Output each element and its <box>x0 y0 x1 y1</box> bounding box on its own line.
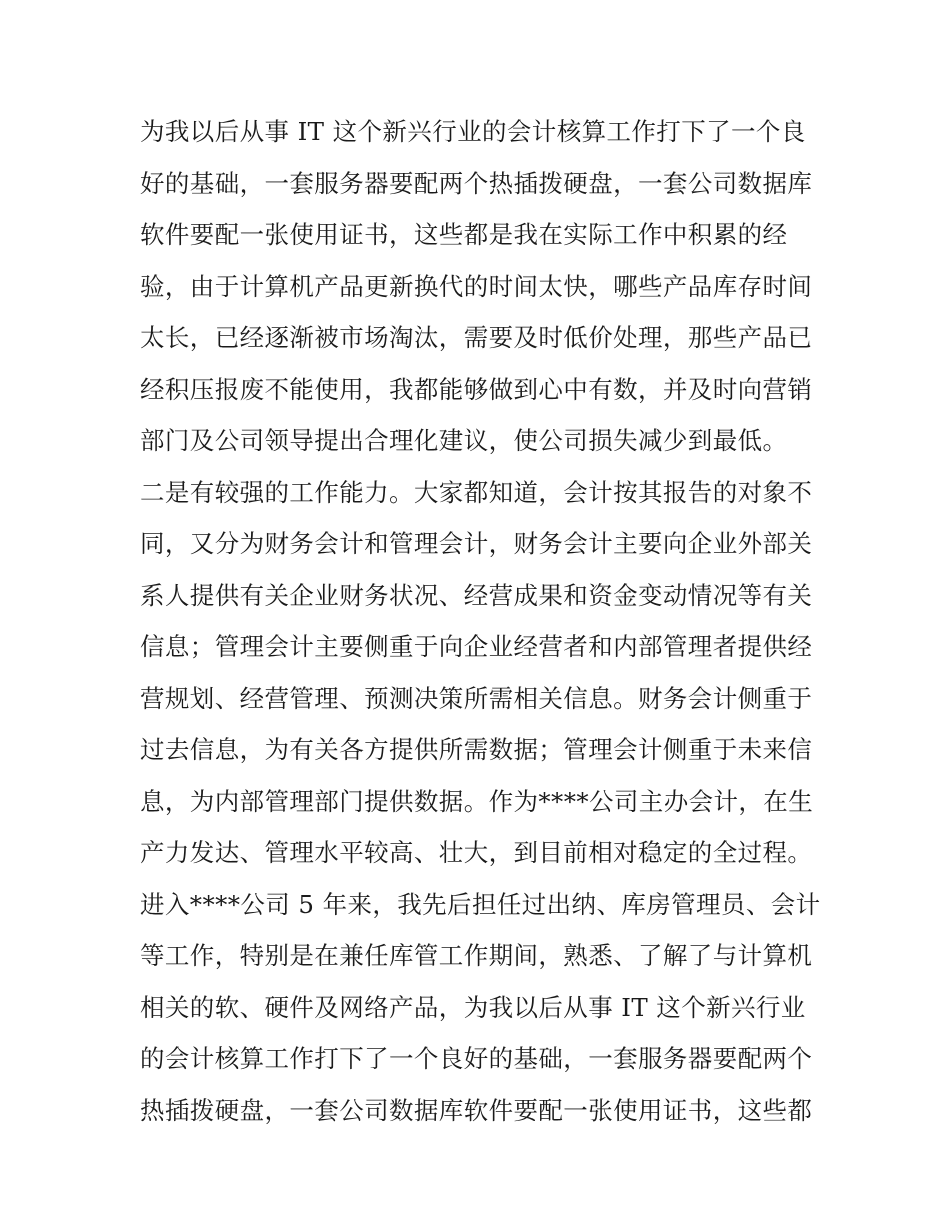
text-line: 等工作，特别是在兼任库管工作期间，熟悉、了解了与计算机 <box>140 941 813 970</box>
text-line: 为我以后从事 IT 这个新兴行业的会计核算工作打下了一个良 <box>140 117 806 146</box>
text-line: 同，又分为财务会计和管理会计，财务会计主要向企业外部关 <box>140 529 813 558</box>
text-line: 好的基础，一套服务器要配两个热插拨硬盘，一套公司数据库 <box>140 168 813 198</box>
text-line: 营规划、经营管理、预测决策所需相关信息。财务会计侧重于 <box>140 683 813 713</box>
text-line: 息，为内部管理部门提供数据。作为****公司主办会计，在生 <box>140 786 814 816</box>
text-line: 经积压报废不能使用，我都能够做到心中有数，并及时向营销 <box>140 374 813 404</box>
text-line: 过去信息，为有关各方提供所需数据；管理会计侧重于未来信 <box>140 735 813 764</box>
text-line: 信息；管理会计主要侧重于向企业经营者和内部管理者提供经 <box>140 632 813 661</box>
text-line: 系人提供有关企业财务状况、经营成果和资金变动情况等有关 <box>140 580 813 610</box>
text-line: 热插拨硬盘，一套公司数据库软件要配一张使用证书，这些都 <box>140 1095 813 1125</box>
body-text <box>140 106 830 1136</box>
text-line: 验，由于计算机产品更新换代的时间太快，哪些产品库存时间 <box>140 271 813 301</box>
text-line: 产力发达、管理水平较高、壮大，到目前相对稳定的全过程。 <box>140 838 813 867</box>
text-line: 二是有较强的工作能力。大家都知道，会计按其报告的对象不 <box>140 477 813 507</box>
text-line: 部门及公司领导提出合理化建议，使公司损失减少到最低。 <box>140 426 788 455</box>
text-line: 软件要配一张使用证书，这些都是我在实际工作中积累的经 <box>140 220 788 249</box>
text-line: 的会计核算工作打下了一个良好的基础，一套服务器要配两个 <box>140 1044 813 1073</box>
text-line: 进入****公司 5 年来，我先后担任过出纳、库房管理员、会计 <box>140 889 821 919</box>
text-line: 太长，已经逐渐被市场淘汰，需要及时低价处理，那些产品已 <box>140 323 813 352</box>
text-line: 相关的软、硬件及网络产品，为我以后从事 IT 这个新兴行业 <box>140 992 806 1022</box>
